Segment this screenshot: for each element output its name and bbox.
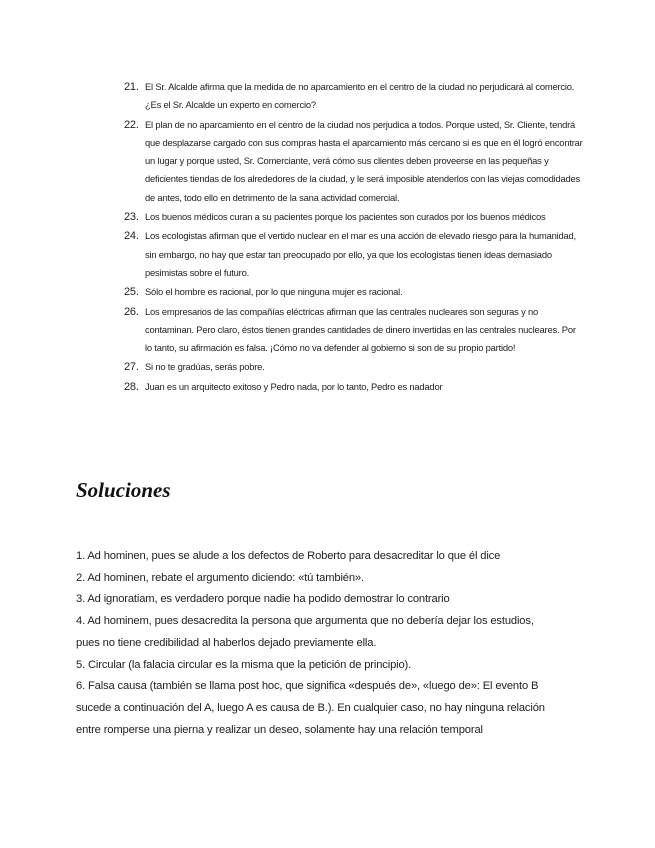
solution-item: 1. Ad hominen, pues se alude a los defectos de Roberto para desacreditar lo que él dice bbox=[76, 550, 501, 562]
solution-item: 4. Ad hominem, pues desacredita la persona que argumenta que no debería dejar los estudios, pues no tiene credibilidad al haberlos dejado previamente ella. bbox=[76, 615, 534, 649]
list-item bbox=[124, 227, 584, 282]
item-number: 22. bbox=[124, 118, 139, 131]
solution-item: 2. Ad hominen, rebate el argumento diciendo: «tú también». bbox=[76, 571, 364, 584]
item-number: 25. bbox=[124, 286, 139, 299]
item-number: 23. bbox=[124, 211, 139, 224]
solutions-heading: Soluciones bbox=[76, 478, 171, 502]
list-item bbox=[124, 283, 584, 301]
list-item bbox=[124, 78, 584, 115]
item-text: Juan es un arquitecto exitoso y Pedro nada, por lo tanto, Pedro es nadador bbox=[145, 380, 443, 392]
item-number: 27. bbox=[124, 361, 139, 374]
item-number: 21. bbox=[124, 81, 139, 93]
list-item bbox=[124, 358, 584, 376]
list-item bbox=[124, 208, 584, 226]
solution-item: 6. Falsa causa (también se llama post hoc, que significa «después de», «luego de»: El evento B sucede a continuación del A, luego A es causa de B.). En cualquier caso, no hay ninguna relación entre romperse una pierna y realizar un deseo, solamente hay una relación temporal bbox=[76, 680, 545, 736]
item-number: 28. bbox=[124, 380, 139, 393]
numbered-fallacy-list bbox=[124, 78, 584, 396]
item-text: Sólo el hombre es racional, por lo que ninguna mujer es racional. bbox=[145, 286, 403, 298]
list-item bbox=[124, 303, 584, 358]
item-text: Los ecologistas afirman que el vertido nuclear en el mar es una acción de elevado riesgo para la humanidad, sin embargo, no hay que estar tan preocupado por ello, ya que los ecologistas tienen ideas demasiado pesimistas sobre el futuro. bbox=[145, 230, 576, 278]
solution-item: 5. Circular (la falacia circular es la misma que la petición de principio). bbox=[76, 658, 412, 671]
item-text: El plan de no aparcamiento en el centro de la ciudad nos perjudica a todos. Porque usted, Sr. Cliente, tendrá que desplazarse cargado con sus compras hasta el aparcamiento más cercano si es que en él logró encontrar un lugar y porque usted, Sr. Comerciante, verá cómo sus clientes deben proveerse en las pequeñas y deficientes tiendas de los alrededores de la ciudad, y le será imposible atenderlos con las viejas comodidades de antes, todo ello en detrimento de la sana actividad comercial. bbox=[145, 118, 583, 203]
item-text: Los buenos médicos curan a su pacientes porque los pacientes son curados por los buenos médicos bbox=[145, 211, 546, 223]
item-text: Si no te gradúas, serás pobre. bbox=[145, 361, 265, 373]
item-number: 24. bbox=[124, 230, 139, 243]
list-item bbox=[124, 378, 584, 396]
solution-item: 3. Ad ignoratiam, es verdadero porque nadie ha podido demostrar lo contrario bbox=[76, 593, 450, 606]
list-item bbox=[124, 116, 584, 207]
item-text: El Sr. Alcalde afirma que la medida de no aparcamiento en el centro de la ciudad no perjudicará al comercio. ¿Es el Sr. Alcalde un experto en comercio? bbox=[145, 81, 575, 111]
item-text: Los empresarios de las compañías eléctricas afirman que las centrales nucleares son seguras y no contaminan. Pero claro, éstos tienen grandes cantidades de dinero invertidas en las centrales nucleares. Por lo tanto, su afirmación es falsa. ¡Cómo no va defender al gobierno si son de su propio partido! bbox=[145, 305, 576, 354]
item-number: 26. bbox=[124, 305, 139, 318]
solutions-list bbox=[76, 546, 546, 741]
